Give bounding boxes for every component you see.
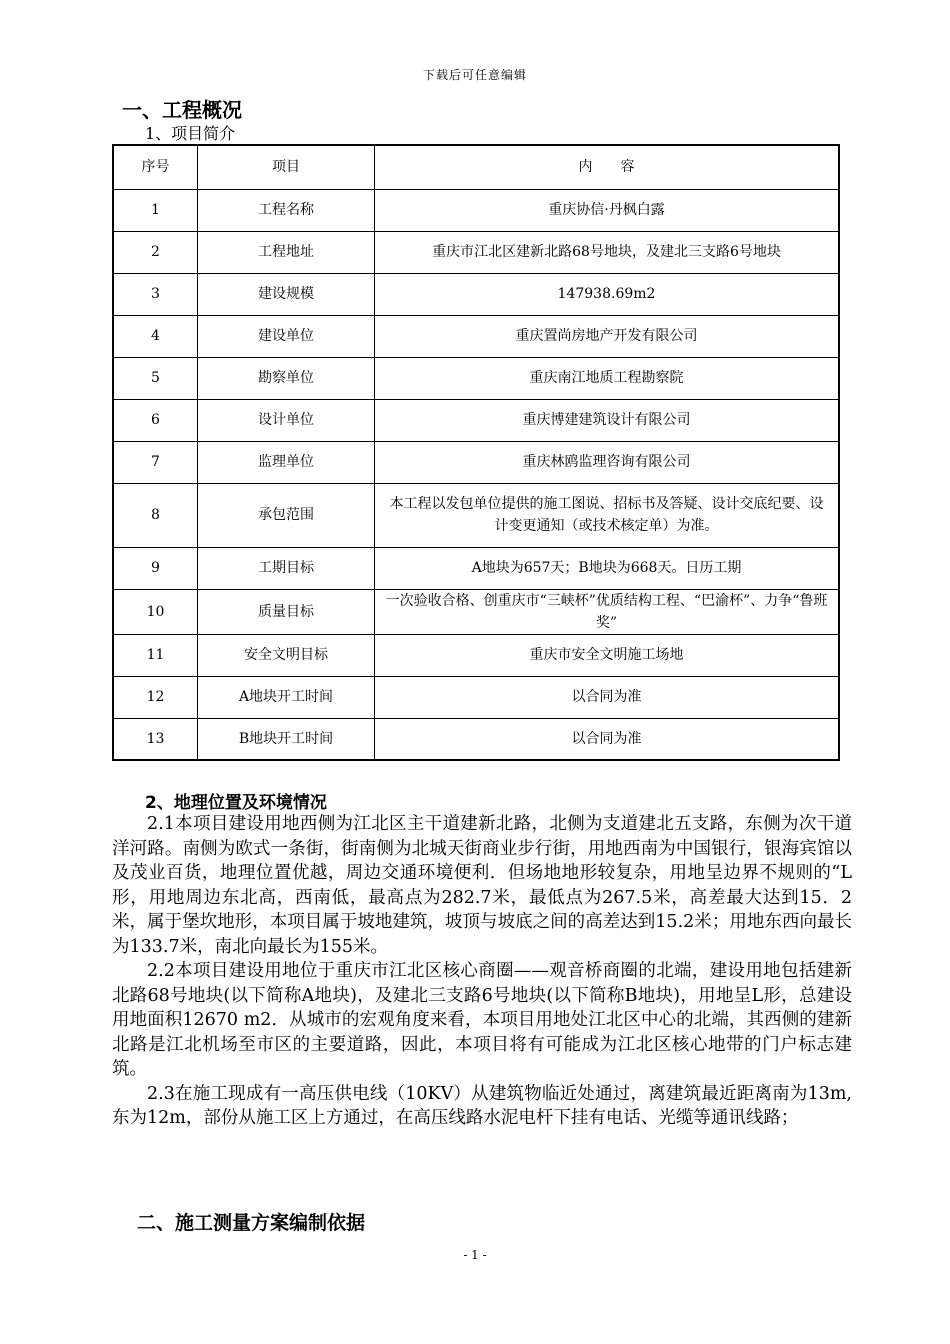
cell-item: 安全文明目标 [198,634,375,676]
header-note: 下载后可任意编辑 [422,68,527,82]
cell-item: 设计单位 [198,399,375,441]
page-number: - 1 - [463,1248,487,1262]
cell-no: 13 [113,718,198,760]
cell-no: 1 [113,189,198,231]
project-info-table [112,144,840,761]
cell-item: 建设单位 [198,315,375,357]
table-row [113,676,839,718]
section-title-measurement-basis: 二、施工测量方案编制依据 [137,1212,366,1234]
cell-item: 工期目标 [198,547,375,589]
header-cell-no: 序号 [113,145,198,189]
cell-no: 9 [113,547,198,589]
cell-item: 工程地址 [198,231,375,273]
cell-item: 勘察单位 [198,357,375,399]
table-row [113,634,839,676]
section-title-overview: 一、工程概况 [122,98,242,122]
cell-no: 12 [113,676,198,718]
cell-no: 4 [113,315,198,357]
header-cell-item: 项目 [198,145,375,189]
cell-item: B地块开工时间 [198,718,375,760]
paragraph-2-1: 2.1本项目建设用地西侧为江北区主干道建新北路，北侧为支道建北五支路，东侧为次干道洋河路。南侧为欧式一条街，街南侧为北城天街商业步行街，用地西南为中国银行，银海宾馆以及茂业百货，地理位置优越，周边交通环境便利．但场地地形较复杂，用地呈边界不规则的“L形，用地周边东北高，西南低，最高点为282.7米，最低点为267.5米，高差最大达到15．2米，属于堡坎地形，本项目属于坡地建筑，坡顶与坡底之间的高差达到15.2米；用地东西向最长为133.7米，南北向最长为155米。 [112,814,852,957]
cell-content: 重庆置尚房地产开发有限公司 [375,315,840,357]
cell-no: 5 [113,357,198,399]
paragraph-2-2: 2.2本项目建设用地位于重庆市江北区核心商圈——观音桥商圈的北端，建设用地包括建新北路68号地块(以下简称A地块)，及建北三支路6号地块(以下简称B地块)，用地呈L形，总建设用地面积12670 m2．从城市的宏观角度来看，本项目用地处江北区中心的北端，其西侧的建新北路是江北机场至市区的主要道路，因此，本项目将有可能成为江北区核心地带的门户标志建筑。 [112,961,852,1079]
table-row [113,547,839,589]
paragraph-2-3: 2.3在施工现成有一高压供电线（10KV）从建筑物临近处通过，离建筑最近距离南为13m,东为12m，部份从施工区上方通过，在高压线路水泥电杆下挂有电话、光缆等通讯线路； [112,1083,852,1128]
cell-no: 3 [113,273,198,315]
cell-content: 147938.69m2 [375,273,840,315]
header-cell-content: 内 容 [375,145,840,189]
table-row [113,718,839,760]
location-paragraphs [112,812,852,1131]
table-row [113,189,839,231]
cell-no: 2 [113,231,198,273]
cell-item: 建设规模 [198,273,375,315]
cell-no: 8 [113,483,198,547]
cell-content: 一次验收合格、创重庆市“三峡杯”优质结构工程、“巴渝杯”、力争“鲁班奖” [375,589,840,634]
table-row [113,483,839,547]
cell-content: A地块为657天；B地块为668天。日历工期 [375,547,840,589]
table-row [113,315,839,357]
cell-item: 质量目标 [198,589,375,634]
cell-item: 工程名称 [198,189,375,231]
cell-item: 监理单位 [198,441,375,483]
table-header-row [113,145,839,189]
table-row [113,441,839,483]
cell-content: 重庆市安全文明施工场地 [375,634,840,676]
subsection-title-project-intro: 1、项目简介 [145,124,236,143]
table-row [113,357,839,399]
cell-no: 6 [113,399,198,441]
cell-no: 10 [113,589,198,634]
section-title-location: 2、地理位置及环境情况 [145,793,327,813]
cell-content: 重庆南江地质工程勘察院 [375,357,840,399]
table-row [113,273,839,315]
cell-item: A地块开工时间 [198,676,375,718]
table-row [113,231,839,273]
cell-content: 以合同为准 [375,718,840,760]
table-row [113,399,839,441]
table-row [113,589,839,634]
cell-no: 7 [113,441,198,483]
cell-no: 11 [113,634,198,676]
cell-content: 重庆市江北区建新北路68号地块，及建北三支路6号地块 [375,231,840,273]
cell-content: 以合同为准 [375,676,840,718]
cell-content: 本工程以发包单位提供的施工图说、招标书及答疑、设计交底纪要、设计变更通知（或技术核定单）为准。 [375,483,840,547]
cell-content: 重庆林鸥监理咨询有限公司 [375,441,840,483]
cell-item: 承包范围 [198,483,375,547]
cell-content: 重庆协信·丹枫白露 [375,189,840,231]
cell-content: 重庆博建建筑设计有限公司 [375,399,840,441]
